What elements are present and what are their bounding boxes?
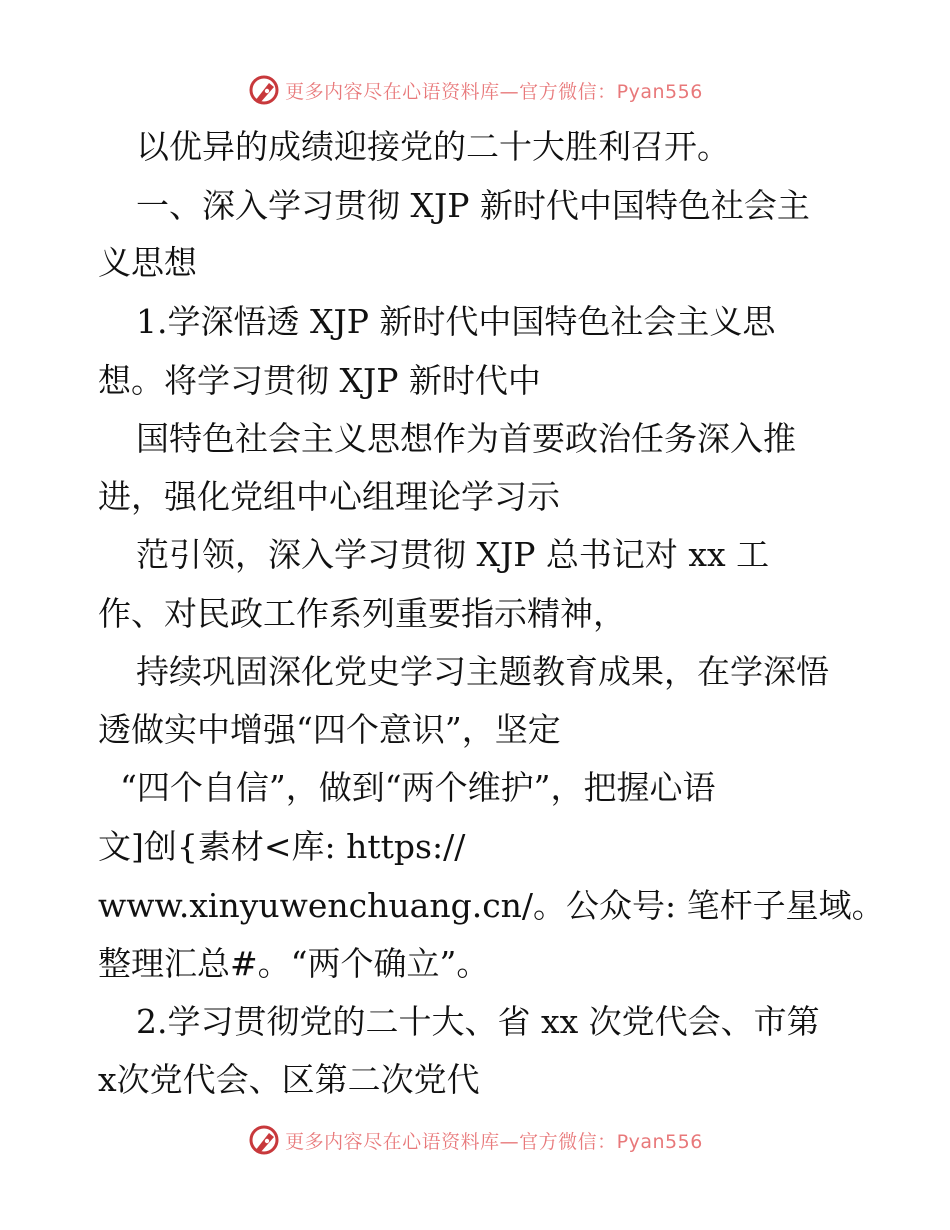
paragraph-line: 想。将学习贯彻 XJP 新时代中 <box>98 361 541 400</box>
section-heading-line: 一、深入学习贯彻 XJP 新时代中国特色社会主 <box>136 186 810 225</box>
paragraph-line: 1.学深悟透 XJP 新时代中国特色社会主义思 <box>136 302 776 341</box>
paragraph-line: 透做实中增强“四个意识”，坚定 <box>98 710 561 749</box>
paragraph-line: x次党代会、区第二次党代 <box>98 1060 480 1099</box>
footer-banner-text: 更多内容尽在心语资料库—官方微信：Pyan556 <box>285 1130 703 1153</box>
paragraph-line: 整理汇总#。“两个确立”。 <box>98 944 490 983</box>
footer-banner <box>0 1120 950 1160</box>
header-banner-text: 更多内容尽在心语资料库—官方微信：Pyan556 <box>285 80 703 103</box>
paragraph-line: 进，强化党组中心组理论学习示 <box>98 477 560 516</box>
paragraph-line: www.xinyuwenchuang.cn/。公众号: 笔杆子星域。 <box>98 886 885 925</box>
paragraph-line: “四个自信”，做到“两个维护”，把握心语 <box>120 768 716 807</box>
paragraph-line: 文]创{素材<库: https:// <box>98 827 466 866</box>
paragraph-line: 2.学习贯彻党的二十大、省 xx 次党代会、市第 <box>136 1002 820 1041</box>
paragraph-line: 范引领，深入学习贯彻 XJP 总书记对 xx 工 <box>136 535 770 574</box>
pen-logo-icon <box>247 1123 281 1157</box>
section-heading-line: 义思想 <box>98 243 197 282</box>
paragraph-line: 作、对民政工作系列重要指示精神， <box>98 594 626 633</box>
paragraph-line: 持续巩固深化党史学习主题教育成果，在学深悟 <box>136 652 829 691</box>
pen-logo-icon <box>247 73 281 107</box>
paragraph-line: 国特色社会主义思想作为首要政治任务深入推 <box>136 419 796 458</box>
paragraph-line: 以优异的成绩迎接党的二十大胜利召开。 <box>136 127 730 166</box>
header-banner <box>0 70 950 110</box>
